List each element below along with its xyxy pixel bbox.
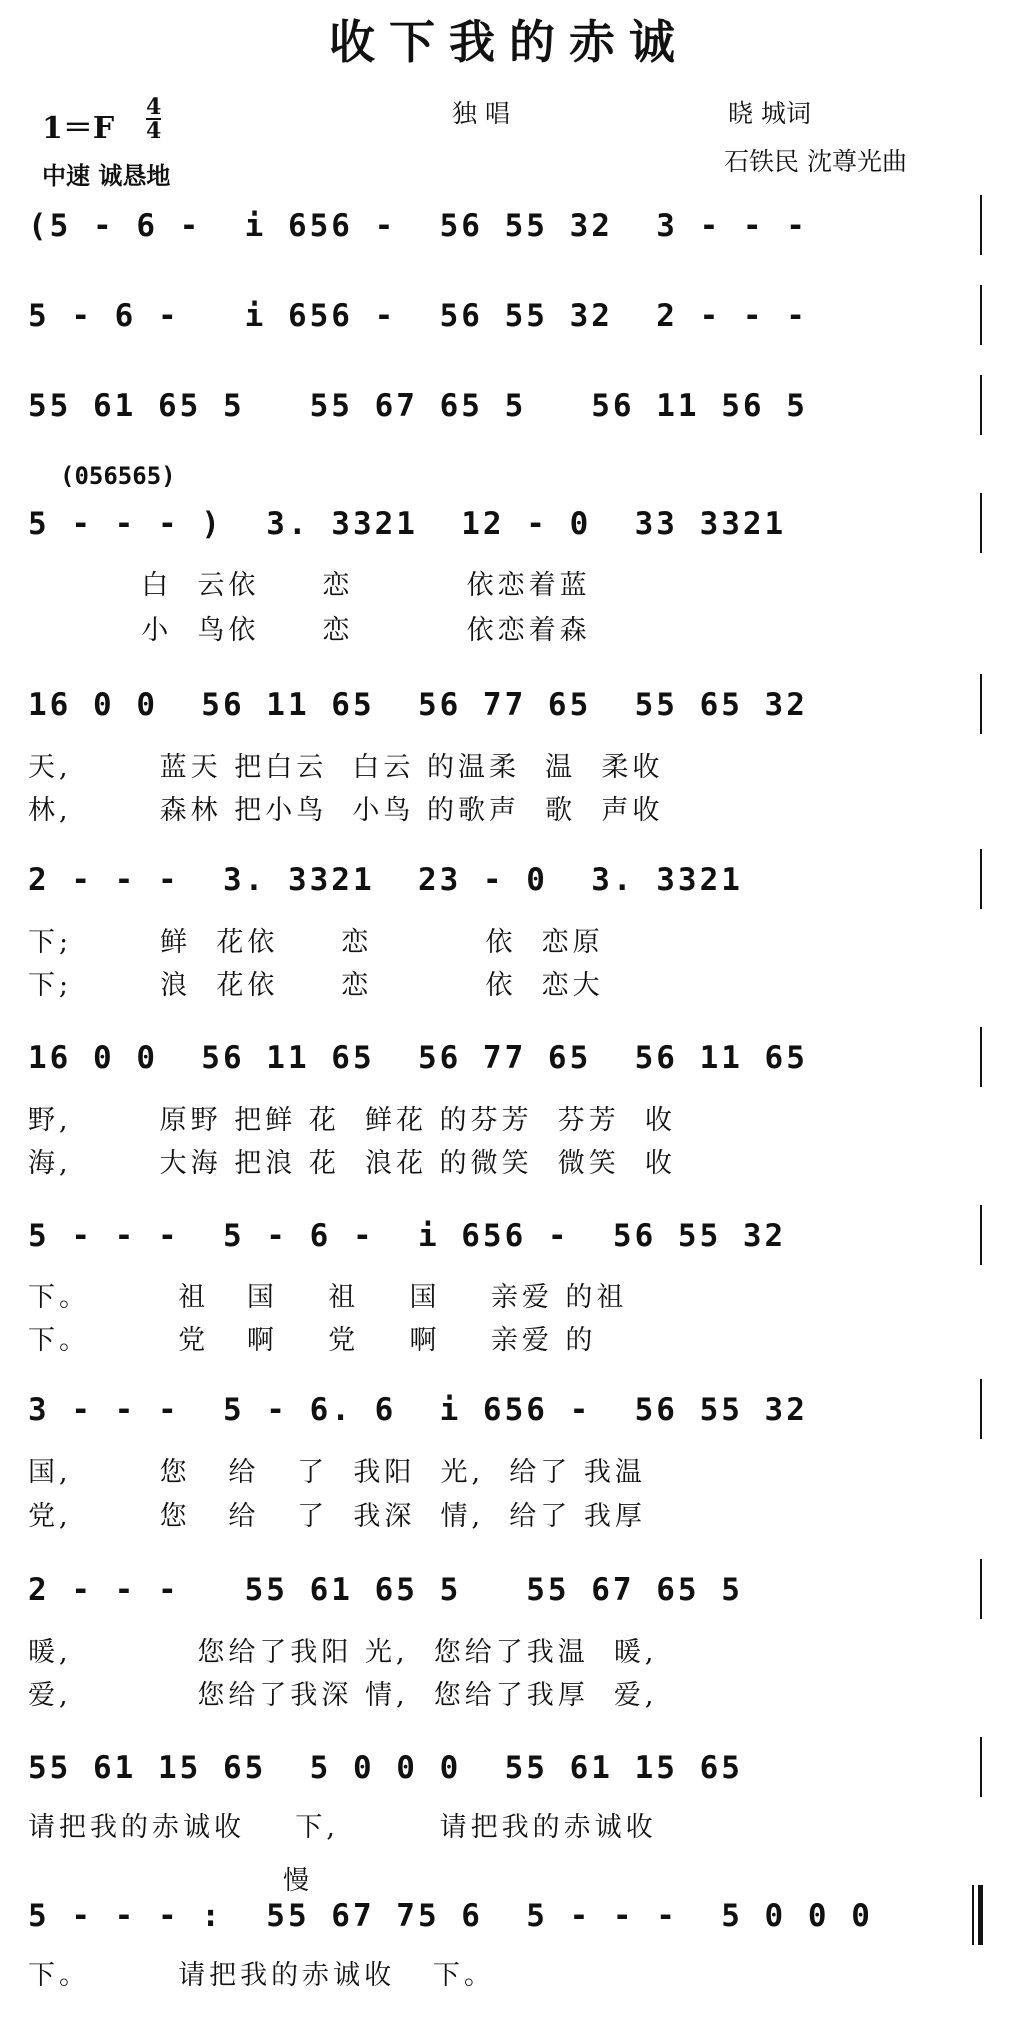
barline	[980, 1379, 982, 1439]
grace-notes: (056565)	[60, 462, 176, 490]
time-signature	[146, 96, 161, 142]
lyric-row-11: 请把我的赤诚收 下, 请把我的赤诚收	[28, 1812, 657, 1843]
notation-row-4: 5 - - - ) 3. 3321 12 - 0 33 3321	[28, 506, 787, 542]
lyric-row-5-verse-1: 天, 蓝天 把白云 白云 的温柔 温 柔收	[28, 752, 664, 783]
notation-row-9: 3 - - - 5 - 6. 6 i 656 - 56 55 32	[28, 1392, 808, 1428]
barline	[980, 1737, 982, 1797]
notation-row-5: 16 0 0 56 11 65 56 77 65 55 65 32	[28, 687, 808, 723]
barline	[980, 849, 982, 909]
performance-type: 独 唱	[452, 99, 510, 128]
lyric-row-9-verse-1: 国, 您 给 了 我阳 光, 给了 我温	[28, 1457, 646, 1488]
lyric-row-12: 下。 请把我的赤诚收 下。	[28, 1960, 495, 1991]
notation-row-11: 55 61 15 65 5 0 0 0 55 61 15 65	[28, 1750, 743, 1786]
final-barline	[972, 1885, 974, 1945]
notation-row-12: 5 - - - : 55 67 75 6 5 - - - 5 0 0 0	[28, 1898, 873, 1934]
notation-row-2: 5 - 6 - i 656 - 56 55 32 2 - - -	[28, 298, 808, 334]
barline	[980, 1205, 982, 1265]
lyric-row-7-verse-2: 海, 大海 把浪 花 浪花 的微笑 微笑 收	[28, 1148, 676, 1179]
notation-row-10: 2 - - - 55 61 65 5 55 67 65 5	[28, 1572, 743, 1608]
barline	[980, 1027, 982, 1087]
slow-marking: 慢	[283, 1866, 310, 1896]
barline	[980, 285, 982, 345]
lyric-row-5-verse-2: 林, 森林 把小鸟 小鸟 的歌声 歌 声收	[28, 795, 664, 826]
lyricist: 晓 城词	[728, 99, 811, 128]
lyric-row-6-verse-1: 下; 鲜 花依 恋 依 恋原	[28, 927, 604, 958]
lyric-row-4-verse-2: 小 鸟依 恋 依恋着森	[28, 615, 591, 646]
barline	[980, 1559, 982, 1619]
lyric-row-8-verse-1: 下。 祖 国 祖 国 亲爱 的祖	[28, 1282, 628, 1313]
lyric-row-9-verse-2: 党, 您 给 了 我深 情, 给了 我厚	[28, 1501, 646, 1532]
barline	[980, 375, 982, 435]
lyric-row-10-verse-2: 爱, 您给了我深 情, 您给了我厚 爱,	[28, 1680, 658, 1711]
notation-row-3: 55 61 65 5 55 67 65 5 56 11 56 5	[28, 388, 808, 424]
notation-row-1: (5 - 6 - i 656 - 56 55 32 3 - - -	[28, 208, 808, 244]
notation-row-6: 2 - - - 3. 3321 23 - 0 3. 3321	[28, 862, 743, 898]
tempo-marking: 中速 诚恳地	[42, 162, 171, 190]
final-barline-thick	[978, 1885, 983, 1945]
barline	[980, 195, 982, 255]
barline	[980, 493, 982, 553]
composer: 石铁民 沈尊光曲	[724, 147, 907, 176]
lyric-row-10-verse-1: 暖, 您给了我阳 光, 您给了我温 暖,	[28, 1637, 658, 1668]
barline	[980, 674, 982, 734]
notation-row-7: 16 0 0 56 11 65 56 77 65 56 11 65	[28, 1040, 808, 1076]
lyric-row-7-verse-1: 野, 原野 把鲜 花 鲜花 的芬芳 芬芳 收	[28, 1105, 676, 1136]
lyric-row-6-verse-2: 下; 浪 花依 恋 依 恋大	[28, 970, 604, 1001]
lyric-row-4-verse-1: 白 云依 恋 依恋着蓝	[28, 570, 591, 601]
lyric-row-8-verse-2: 下。 党 啊 党 啊 亲爱 的	[28, 1325, 597, 1356]
song-title: 收下我的赤诚	[329, 15, 689, 69]
meter-numerator: 4	[146, 94, 162, 120]
notation-row-8: 5 - - - 5 - 6 - i 656 - 56 55 32	[28, 1218, 787, 1254]
key-signature: 1＝F	[42, 111, 115, 146]
meter-denominator: 4	[146, 118, 162, 144]
